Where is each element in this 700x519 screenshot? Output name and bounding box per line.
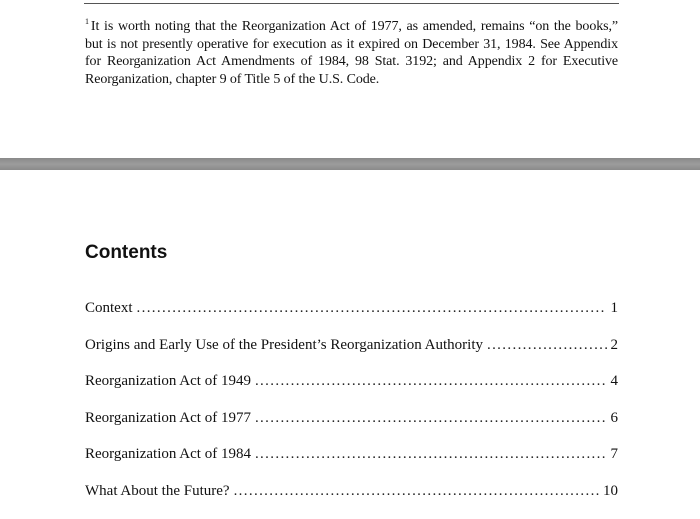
toc-entry-page: 1: [611, 300, 619, 317]
footnote-marker: 1: [85, 17, 89, 26]
toc-entry-page: 7: [611, 446, 619, 463]
toc-entry-act-1949[interactable]: [85, 373, 618, 410]
toc-entry-page: 10: [603, 483, 618, 500]
toc-entry-page: 2: [611, 337, 619, 354]
toc-entry-future[interactable]: [85, 483, 618, 519]
toc-leader-dots: [255, 410, 607, 427]
contents-heading: Contents: [85, 242, 167, 264]
toc-entry-title: Reorganization Act of 1977: [85, 410, 251, 427]
toc-entry-context[interactable]: [85, 300, 618, 337]
footnote-rule: [84, 3, 619, 4]
toc-leader-dots: [255, 446, 607, 463]
toc-entry-origins[interactable]: [85, 337, 618, 374]
toc-entry-page: 6: [611, 410, 619, 427]
toc-entry-title: Reorganization Act of 1949: [85, 373, 251, 390]
previous-page: [0, 0, 700, 158]
toc-leader-dots: [255, 373, 607, 390]
page-separator: [0, 158, 700, 170]
toc-leader-dots: [487, 337, 607, 354]
footnote: [85, 13, 618, 88]
toc-entry-title: Context: [85, 300, 133, 317]
footnote-text: It is worth noting that the Reorganization Act of 1977, as amended, remains “on the books,” but is not presently operative for execution as it expired on December 31, 1984. See Appendix for Reorganization Act Amendments of 1984, 98 Stat. 3192; and Appendix 2 for Executive Reorganization, chapter 9 of Title 5 of the U.S. Code.: [85, 19, 618, 87]
toc-entry-act-1977[interactable]: [85, 410, 618, 447]
toc-entry-title: Reorganization Act of 1984: [85, 446, 251, 463]
toc-leader-dots: [234, 483, 599, 500]
toc-entry-title: What About the Future?: [85, 483, 230, 500]
toc-entry-title: Origins and Early Use of the President’s Reorganization Authority: [85, 337, 483, 354]
table-of-contents: [85, 300, 618, 519]
toc-entry-page: 4: [611, 373, 619, 390]
toc-entry-act-1984[interactable]: [85, 446, 618, 483]
toc-leader-dots: [137, 300, 607, 317]
